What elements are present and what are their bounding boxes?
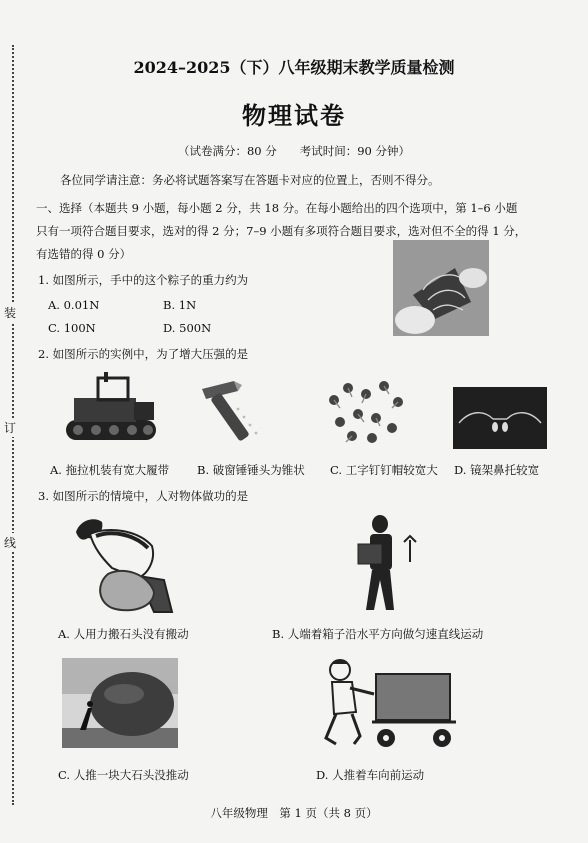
- q1-option-d: D. 500N: [163, 321, 212, 335]
- section1-line2: 只有一项符合题目要求，选对的得 2 分；7–9 小题有多项符合题目要求，选对但不全的得 1 分，: [36, 224, 527, 238]
- person-lifting-stone-picture: [68, 512, 178, 620]
- q2-option-a: A. 拖拉机装有宽大履带: [50, 463, 170, 477]
- glasses-nose-pad-photo: [453, 387, 547, 449]
- margin-char-xian: 线: [4, 533, 16, 552]
- person-carrying-box-picture: [352, 514, 424, 618]
- person-pushing-boulder-photo: [62, 658, 178, 748]
- exam-subtitle: （试卷满分：80 分 考试时间：90 分钟）: [177, 144, 411, 158]
- thumbtacks-picture: [322, 378, 408, 446]
- page-footer: 八年级物理 第 1 页（共 8 页）: [210, 806, 378, 820]
- tractor-picture: [56, 372, 166, 452]
- q2-stem: 2. 如图所示的实例中，为了增大压强的是: [38, 347, 249, 361]
- q1-option-b: B. 1N: [163, 298, 197, 312]
- q1-option-a: A. 0.01N: [48, 298, 100, 312]
- section1-line1: 一、选择（本题共 9 小题，每小题 2 分，共 18 分。在每小题给出的四个选项中，第 1–6 小题: [36, 201, 518, 215]
- q3-option-a: A. 人用力搬石头没有搬动: [58, 627, 189, 641]
- q2-option-b: B. 破窗锤锤头为锥状: [197, 463, 305, 477]
- q1-option-c: C. 100N: [48, 321, 96, 335]
- q3-option-b: B. 人端着箱子沿水平方向做匀速直线运动: [272, 627, 484, 641]
- q2-option-c: C. 工字钉钉帽较宽大: [330, 463, 438, 477]
- q3-stem: 3. 如图所示的情境中，人对物体做功的是: [38, 489, 249, 503]
- margin-char-ding: 订: [4, 418, 16, 437]
- q3-option-d: D. 人推着车向前运动: [316, 768, 425, 782]
- section1-line3: 有选错的得 0 分）: [36, 247, 132, 261]
- window-breaker-hammer-picture: [198, 375, 278, 445]
- margin-char-zhuang: 装: [4, 303, 16, 322]
- person-pushing-cart-picture: [310, 656, 466, 752]
- q3-option-c: C. 人推一块大石头没推动: [58, 768, 189, 782]
- q2-option-d: D. 镜架鼻托较宽: [454, 463, 540, 477]
- exam-main-title: 物理试卷: [242, 101, 346, 130]
- exam-notice: 各位同学请注意：务必将试题答案写在答题卡对应的位置上，否则不得分。: [60, 173, 440, 187]
- zongzi-photo: [393, 240, 489, 336]
- q1-stem: 1. 如图所示，手中的这个粽子的重力约为: [38, 273, 249, 287]
- exam-year-title: 2024–2025（下）八年级期末教学质量检测: [133, 58, 455, 77]
